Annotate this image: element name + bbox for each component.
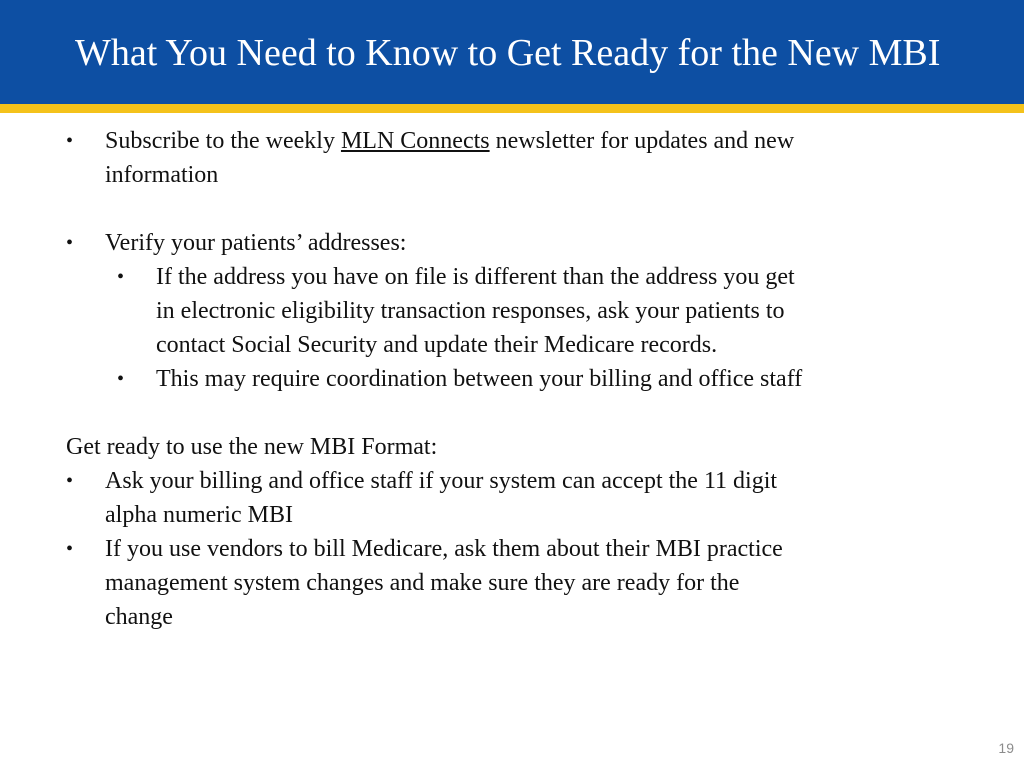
subscribe-text-before: Subscribe to the weekly xyxy=(105,128,341,154)
bullet-icon: • xyxy=(66,470,74,492)
bullet-vendors-line3: change xyxy=(105,604,173,630)
bullet-verify-addresses: Verify your patients’ addresses: xyxy=(105,230,407,256)
bullet-icon: • xyxy=(66,130,74,152)
slide-title: What You Need to Know to Get Ready for the New MBI xyxy=(75,32,941,74)
sub-bullet-address-line2: in electronic eligibility transaction responses, ask your patients to xyxy=(156,298,785,324)
mln-connects-link[interactable]: MLN Connects xyxy=(340,128,490,154)
sub-bullet-icon: • xyxy=(117,266,125,288)
sub-bullet-address-line3: contact Social Security and update their Medicare records. xyxy=(156,332,718,358)
subscribe-text-after: newsletter for updates and new xyxy=(489,128,795,154)
title-bar xyxy=(0,0,1024,104)
bullet-vendors-line2: management system changes and make sure they are ready for the xyxy=(105,570,740,596)
bullet-subscribe-line2: information xyxy=(105,162,219,188)
bullet-icon: • xyxy=(66,538,74,560)
bullet-subscribe-line1 xyxy=(105,124,794,158)
sub-bullet-address-line1: If the address you have on file is different than the address you get xyxy=(156,264,795,290)
bullet-vendors-line1: If you use vendors to bill Medicare, ask them about their MBI practice xyxy=(105,536,783,562)
sub-bullet-coordination: This may require coordination between your billing and office staff xyxy=(156,366,803,392)
bullet-ask-staff-line2: alpha numeric MBI xyxy=(105,502,293,528)
mbi-format-heading: Get ready to use the new MBI Format: xyxy=(66,434,438,460)
bullet-ask-staff-line1: Ask your billing and office staff if your system can accept the 11 digit xyxy=(105,468,778,494)
sub-bullet-icon: • xyxy=(117,368,125,390)
accent-band xyxy=(0,104,1024,113)
bullet-icon: • xyxy=(66,232,74,254)
page-number: 19 xyxy=(998,740,1014,756)
